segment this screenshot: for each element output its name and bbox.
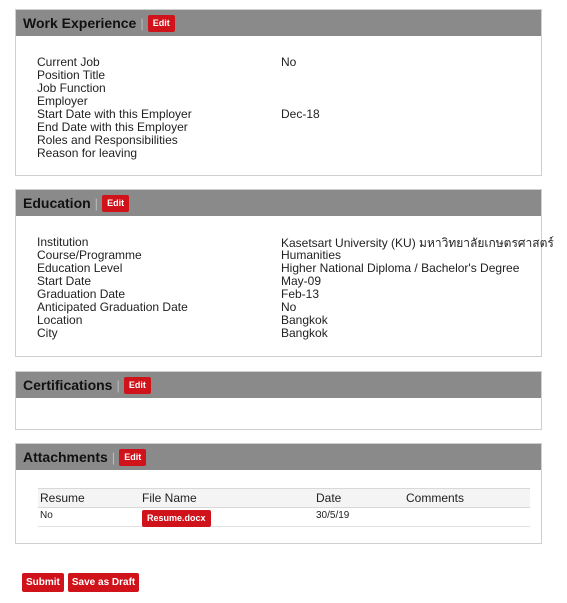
column-header-file-name: File Name xyxy=(142,491,197,505)
field-label: Start Date with this Employer xyxy=(37,107,192,121)
field-value: Bangkok xyxy=(281,313,328,327)
certifications-title: Certifications xyxy=(23,377,113,393)
form-actions xyxy=(22,573,139,592)
field-label: Reason for leaving xyxy=(37,146,138,160)
field-label: Institution xyxy=(37,235,89,249)
certifications-header: Certifications | Edit xyxy=(16,372,541,398)
field-label: Graduation Date xyxy=(37,287,126,301)
field-value: No xyxy=(281,55,297,69)
field-value: Dec-18 xyxy=(281,107,320,121)
attachments-header: Attachments | Edit xyxy=(16,444,541,470)
work-row xyxy=(37,56,541,69)
education-header: Education | Edit xyxy=(16,190,541,216)
field-value: Feb-13 xyxy=(281,287,320,301)
work-experience-edit-button[interactable]: Edit xyxy=(148,15,175,32)
education-row xyxy=(37,327,541,340)
field-label: End Date with this Employer xyxy=(37,120,188,134)
column-header-comments: Comments xyxy=(406,491,465,505)
field-label: Anticipated Graduation Date xyxy=(37,300,188,314)
field-label: City xyxy=(37,326,58,340)
field-value: May-09 xyxy=(281,274,322,288)
field-value: No xyxy=(281,300,297,314)
field-label: Location xyxy=(37,313,83,327)
field-label: Education Level xyxy=(37,261,123,275)
certifications-panel xyxy=(15,371,542,430)
field-value: Humanities xyxy=(281,248,342,262)
date-cell: 30/5/19 xyxy=(316,510,350,521)
attachments-table xyxy=(38,488,530,527)
work-experience-title: Work Experience xyxy=(23,15,137,31)
field-value: Bangkok xyxy=(281,326,328,340)
field-label: Current Job xyxy=(37,55,100,69)
field-label: Employer xyxy=(37,94,88,108)
column-header-date: Date xyxy=(316,491,342,505)
education-rows xyxy=(37,235,554,340)
field-label: Course/Programme xyxy=(37,248,142,262)
work-row xyxy=(37,147,541,160)
attachments-panel xyxy=(15,443,542,544)
attachments-edit-button[interactable]: Edit xyxy=(119,449,146,466)
attachments-table-header xyxy=(38,488,530,508)
column-header-resume: Resume xyxy=(40,491,85,505)
work-row xyxy=(37,82,541,95)
field-label: Job Function xyxy=(37,81,106,95)
field-label: Start Date xyxy=(37,274,92,288)
field-value: Higher National Diploma / Bachelor's Degree xyxy=(281,261,520,275)
table-row xyxy=(38,508,530,527)
field-label: Roles and Responsibilities xyxy=(37,133,178,147)
work-experience-rows xyxy=(37,56,541,160)
work-experience-header: Work Experience | Edit xyxy=(16,10,541,36)
resume-cell: No xyxy=(40,510,53,521)
field-value: Kasetsart University (KU) มหาวิทยาลัยเกษตรศาสตร์ xyxy=(281,236,554,250)
certifications-edit-button[interactable]: Edit xyxy=(124,377,151,394)
attachments-title: Attachments xyxy=(23,449,108,465)
field-label: Position Title xyxy=(37,68,106,82)
save-draft-button[interactable]: Save as Draft xyxy=(68,573,139,592)
work-experience-panel xyxy=(15,9,542,176)
education-title: Education xyxy=(23,195,91,211)
education-panel xyxy=(15,189,554,357)
work-row xyxy=(37,69,541,82)
file-download-button[interactable]: Resume.docx xyxy=(142,510,211,527)
submit-button[interactable]: Submit xyxy=(22,573,64,592)
education-edit-button[interactable]: Edit xyxy=(102,195,129,212)
